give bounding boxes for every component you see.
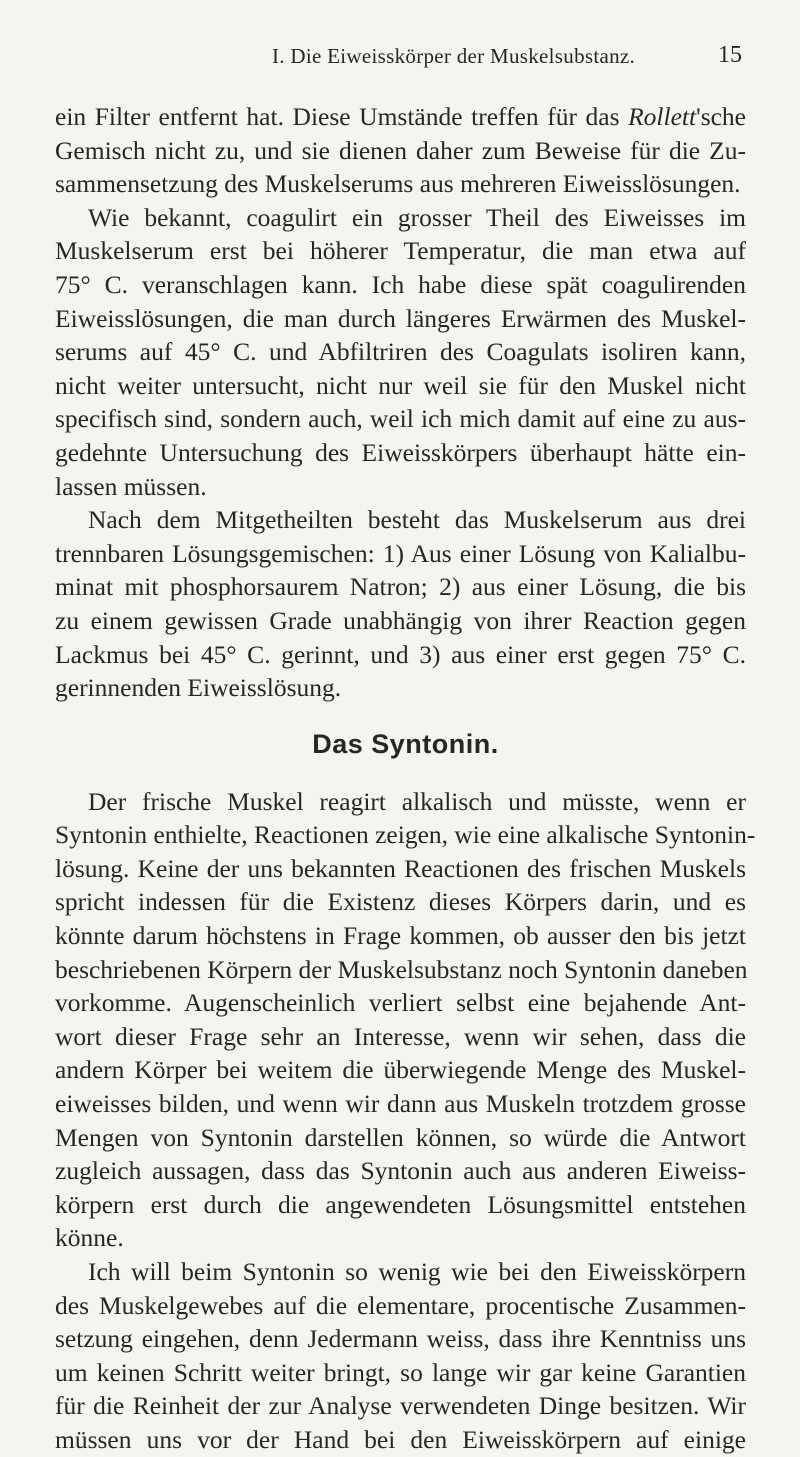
- text-line: gerinnenden Eiweisslösung.: [55, 673, 342, 703]
- paragraph-1: [55, 100, 746, 201]
- text-line: zu einem gewissen Grade unabhängig von ihrer Reaction gegen: [55, 605, 746, 635]
- text-line: Der frische Muskel reagirt alkalisch und müsste, wenn er: [88, 786, 746, 816]
- text-line: Mengen von Syntonin darstellen können, so würde die Antwort: [55, 1122, 746, 1152]
- text-line: sammensetzung des Muskelserums aus mehreren Eiweisslösungen.: [55, 169, 741, 199]
- text-line: Ich will beim Syntonin so wenig wie bei den Eiweisskörpern: [88, 1257, 746, 1286]
- text-line: müssen uns vor der Hand bei den Eiweisskörpern auf einige: [55, 1424, 746, 1454]
- text-line: um keinen Schritt weiter bringt, so lange wir gar keine Garantien: [55, 1357, 746, 1387]
- text-line: körpern erst durch die angewendeten Lösungsmittel entstehen: [55, 1189, 746, 1219]
- text-line: Eiweisslösungen, die man durch längeres Erwärmen des Muskel-: [55, 303, 746, 333]
- paragraph-5: [55, 1255, 746, 1457]
- text-line: spricht indessen für die Existenz dieses Körpers darin, und es: [55, 887, 746, 917]
- body-text: [55, 100, 756, 1457]
- paragraph-4: [55, 785, 756, 1255]
- text-line: zugleich aussagen, dass das Syntonin auch aus anderen Eiweiss-: [55, 1156, 746, 1186]
- text-line: lösung. Keine der uns bekannten Reactionen des frischen Muskels: [55, 853, 746, 883]
- text-line: Gemisch nicht zu, und sie dienen daher zum Beweise für die Zu-: [55, 135, 746, 165]
- text-line: lassen müssen.: [55, 471, 207, 501]
- text-line: könnte darum höchstens in Frage kommen, ob ausser den bis jetzt: [55, 921, 746, 951]
- text-line: des Muskelgewebes auf die elementare, procentische Zusammen-: [55, 1290, 746, 1320]
- section-heading: Das Syntonin.: [312, 729, 499, 760]
- section-heading-block: [55, 705, 746, 785]
- text-line: Nach dem Mitgetheilten besteht das Muskelserum aus drei: [88, 505, 746, 535]
- text-line: trennbaren Lösungsgemischen: 1) Aus einer Lösung von Kalialbu-: [55, 538, 746, 568]
- text-line: eiweisses bilden, und wenn wir dann aus Muskeln trotzdem grosse: [55, 1089, 746, 1119]
- text-line: Wie bekannt, coagulirt ein grosser Theil des Eiweisses im: [88, 202, 746, 232]
- text-line: setzung eingehen, denn Jedermann weiss, dass ihre Kenntniss uns: [55, 1324, 746, 1354]
- running-title: I. Die Eiweisskörper der Muskelsubstanz.: [272, 44, 636, 68]
- text-line: 75° C. veranschlagen kann. Ich habe diese spät coagulirenden: [55, 269, 746, 299]
- text-line: wort dieser Frage sehr an Interesse, wenn wir sehen, dass die: [55, 1021, 746, 1051]
- text-line: nicht weiter untersucht, nicht nur weil sie für den Muskel nicht: [55, 370, 746, 400]
- text-line: beschriebenen Körpern der Muskelsubstanz noch Syntonin daneben: [55, 954, 748, 984]
- text-line: serums auf 45° C. und Abfiltriren des Coagulats isoliren kann,: [55, 337, 746, 367]
- text-line: für die Reinheit der zur Analyse verwendeten Dinge besitzen. Wir: [55, 1391, 746, 1421]
- page-number: 15: [718, 42, 742, 68]
- text-line: Muskelserum erst bei höherer Temperatur, die man etwa auf: [55, 236, 746, 266]
- text-line: andern Körper bei weitem die überwiegende Menge des Muskel-: [55, 1055, 746, 1085]
- author-name-italic: Rollett: [628, 102, 697, 131]
- text-line: specifisch sind, sondern auch, weil ich mich damit auf eine zu aus-: [55, 404, 746, 434]
- text-line: gedehnte Untersuchung des Eiweisskörpers überhaupt hätte ein-: [55, 437, 746, 467]
- text-line: Lackmus bei 45° C. gerinnt, und 3) aus einer erst gegen 75° C.: [55, 639, 746, 669]
- text-line: Syntonin enthielte, Reactionen zeigen, wie eine alkalische Syntonin-: [55, 820, 756, 850]
- paragraph-3: [55, 503, 746, 705]
- paragraph-2: [55, 201, 746, 503]
- text-line: könne.: [55, 1223, 124, 1253]
- text-line: vorkomme. Augenscheinlich verliert selbst eine bejahende Ant-: [55, 988, 746, 1018]
- text-line: ein Filter entfernt hat. Diese Umstände treffen für das Rollett'sche: [55, 102, 746, 131]
- text-line: minat mit phosphorsaurem Natron; 2) aus einer Lösung, die bis: [55, 572, 746, 602]
